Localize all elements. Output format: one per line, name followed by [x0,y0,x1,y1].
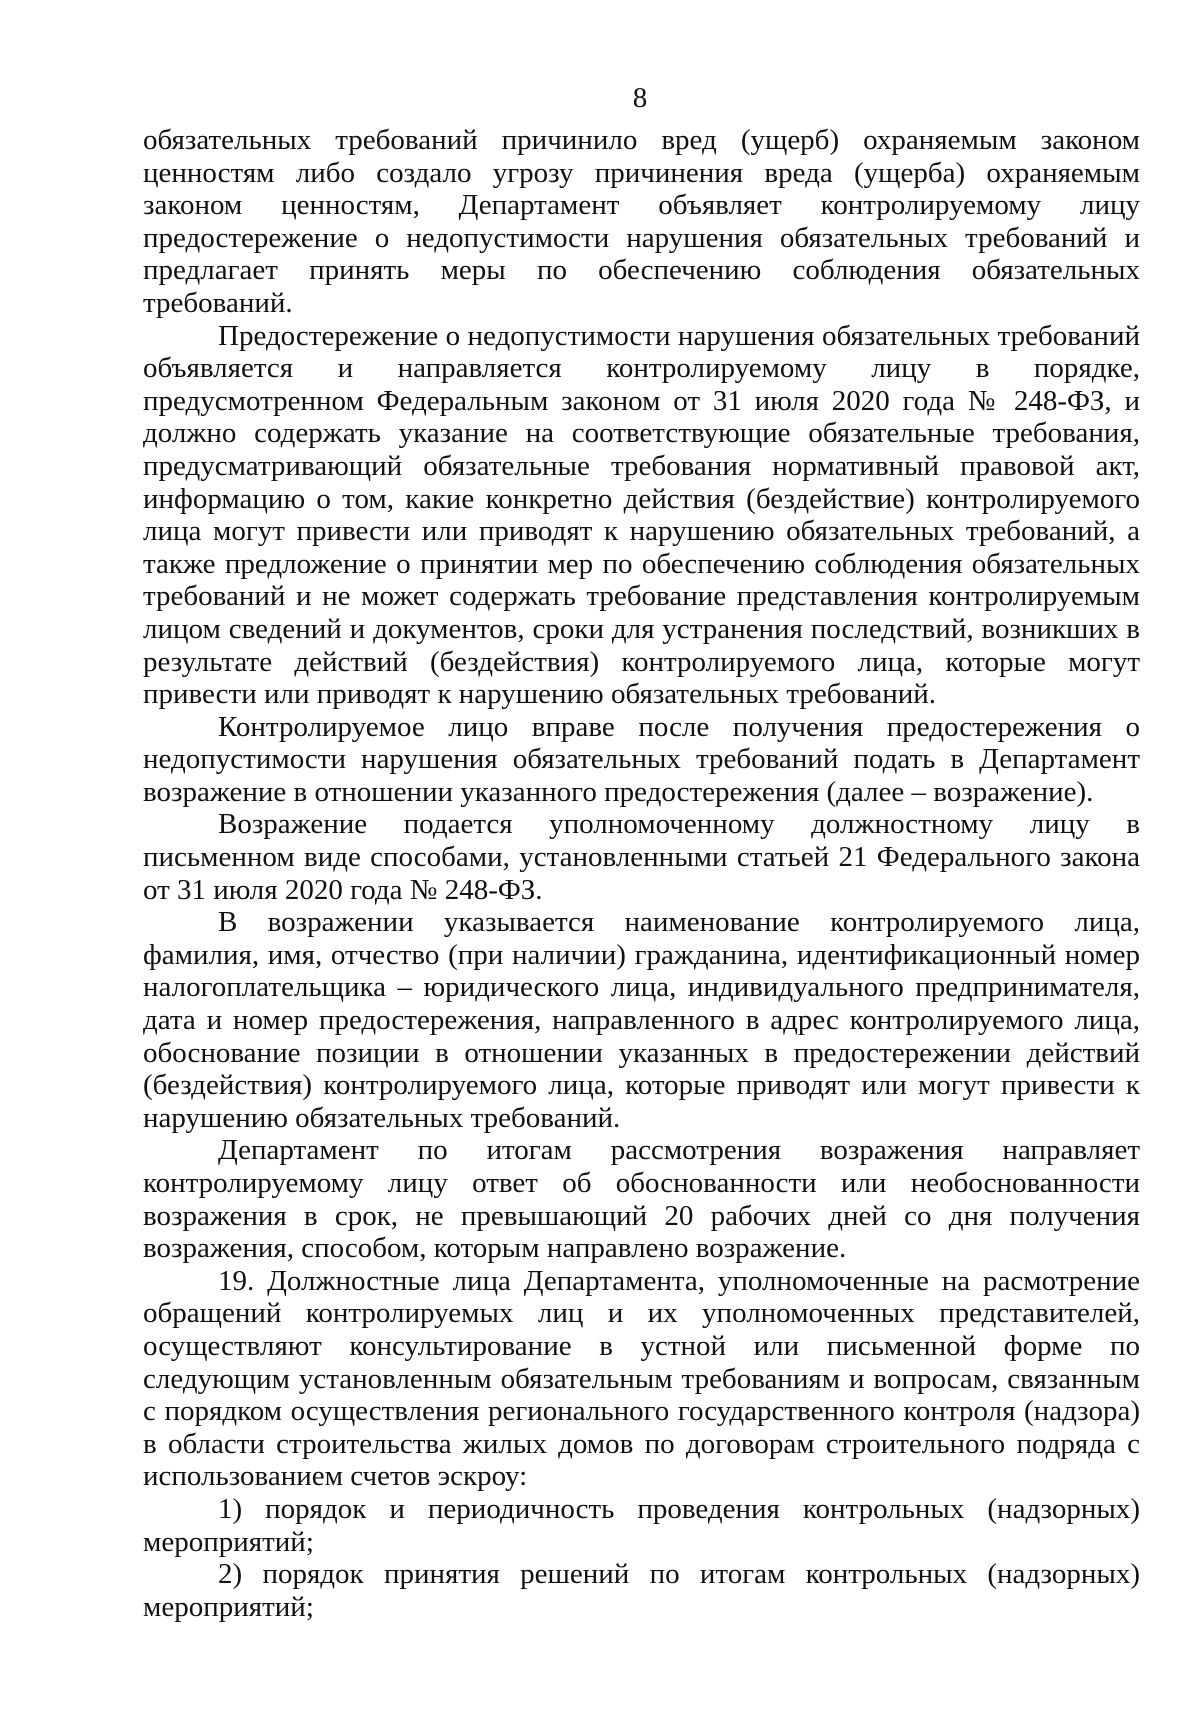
list-item-2: 2) порядок принятия решений по итогам контрольных (надзорных) мероприятий; [143,1558,1140,1623]
paragraph-item-19: 19. Должностные лица Департамента, уполномоченные на расмотрение обращений контролируемых лиц и их уполномоченных представителей, осуществляют консультирование в устной или письменной форме по следующим установленным обязательным требованиям и вопросам, связанным с порядком осуществления регионального государственного контроля (надзора) в области строительства жилых домов по договорам строительного подряда с использованием счетов эскроу: [143,1264,1140,1493]
paragraph-continuation: обязательных требований причинило вред (ущерб) охраняемым законом ценностям либо создало угрозу причинения вреда (ущерба) охраняемым законом ценностям, Департамент объявляет контролируемому лицу предостережение о недопустимости нарушения обязательных требований и предлагает принять меры по обеспечению соблюдения обязательных требований. [143,124,1140,319]
page-number: 8 [632,82,648,114]
paragraph-warning-declaration: Предостережение о недопустимости нарушения обязательных требований объявляется и направляется контролируемому лицу в порядке, предусмотренном Федеральным законом от 31 июля 2020 года № 248-ФЗ, и должно содержать указание на соответствующие обязательные требования, предусматривающий обязательные требования нормативный правовой акт, информацию о том, какие конкретно действия (бездействие) контролируемого лица могут привести или приводят к нарушению обязательных требований, а также предложение о принятии мер по обеспечению соблюдения обязательных требований и не может содержать требование представления контролируемым лицом сведений и документов, сроки для устранения последствий, возникших в результате действий (бездействия) контролируемого лица, которые могут привести или приводят к нарушению обязательных требований. [143,319,1140,711]
paragraph-objection-content: В возражении указывается наименование контролируемого лица, фамилия, имя, отчество (при наличии) гражданина, идентификационный номер налогоплательщика – юридического лица, индивидуального предпринимателя, дата и номер предостережения, направленного в адрес контролируемого лица, обоснование позиции в отношении указанных в предостережении действий (бездействия) контролируемого лица, которые приводят или могут привести к нарушению обязательных требований. [143,906,1140,1134]
paragraph-objection-response: Департамент по итогам рассмотрения возражения направляет контролируемому лицу ответ об обоснованности или необоснованности возражения в срок, не превышающий 20 рабочих дней со дня получения возражения, способом, которым направлено возражение. [143,1134,1140,1265]
list-item-1: 1) порядок и периодичность проведения контрольных (надзорных) мероприятий; [143,1492,1140,1558]
paragraph-objection-submission: Возражение подается уполномоченному должностному лицу в письменном виде способами, установленными статьей 21 Федерального закона от 31 июля 2020 года № 248-ФЗ. [143,808,1140,906]
paragraph-objection-right: Контролируемое лицо вправе после получения предостережения о недопустимости нарушения обязательных требований подать в Департамент возражение в отношении указанного предостережения (далее – возражение). [143,710,1140,808]
document-body [143,124,1140,1623]
